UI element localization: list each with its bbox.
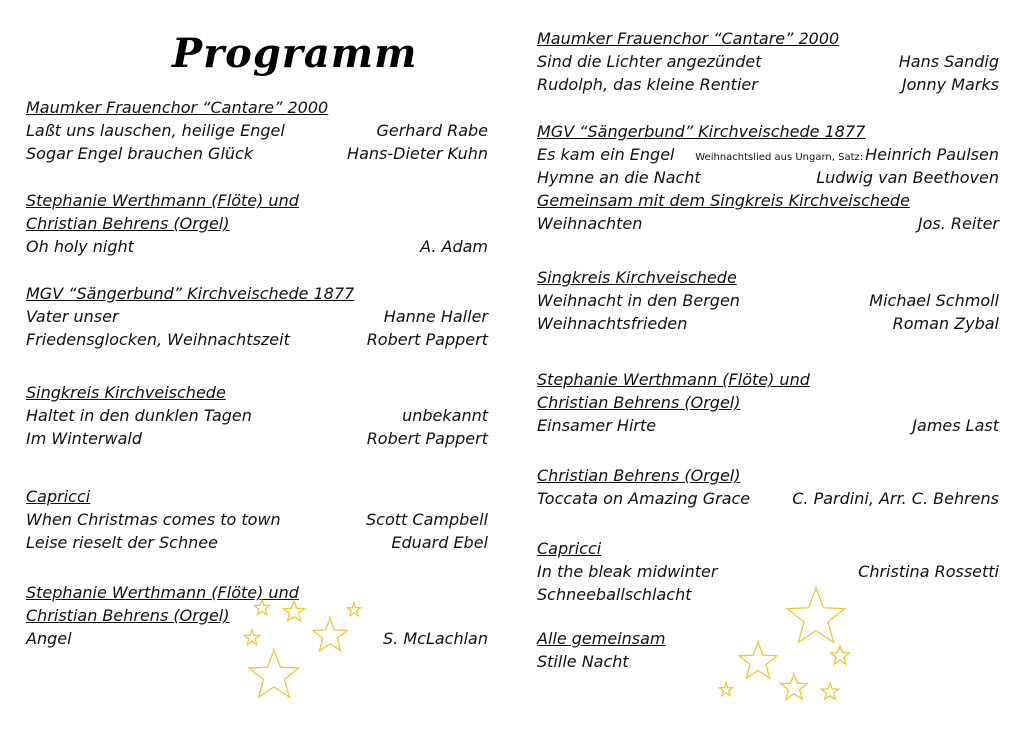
performer-heading: Gemeinsam mit dem Singkreis Kirchveischede bbox=[537, 191, 910, 210]
composer-name: Michael Schmoll bbox=[869, 291, 999, 310]
program-item bbox=[26, 508, 488, 531]
program-item bbox=[26, 404, 488, 427]
song-title: Es kam ein Engel bbox=[537, 145, 675, 164]
program-item bbox=[26, 305, 488, 328]
performer-heading: MGV “Sängerbund” Kirchveischede 1877 bbox=[26, 284, 355, 303]
composer bbox=[384, 305, 488, 328]
song-title: Rudolph, das kleine Rentier bbox=[537, 75, 758, 94]
performer-heading: Capricci bbox=[26, 487, 91, 506]
program-section bbox=[26, 381, 488, 450]
performer-heading: Stephanie Werthmann (Flöte) und bbox=[537, 370, 810, 389]
program-section bbox=[537, 27, 999, 96]
song-title: Oh holy night bbox=[26, 237, 134, 256]
composer bbox=[366, 508, 488, 531]
program-section bbox=[537, 464, 999, 510]
program-section bbox=[26, 282, 488, 351]
composer-name: Scott Campbell bbox=[366, 510, 488, 529]
song-title: Weihnachtsfrieden bbox=[537, 314, 688, 333]
performer-heading: Alle gemeinsam bbox=[537, 629, 666, 648]
song-title: In the bleak midwinter bbox=[537, 562, 718, 581]
program-section bbox=[537, 189, 999, 235]
program-section bbox=[26, 189, 488, 258]
performer-heading: Christian Behrens (Orgel) bbox=[537, 466, 741, 485]
program-item bbox=[26, 119, 488, 142]
song-title: Schneeballschlacht bbox=[537, 585, 692, 604]
performer-heading: Christian Behrens (Orgel) bbox=[537, 393, 741, 412]
program-item bbox=[537, 143, 999, 166]
performer-heading: Maumker Frauenchor “Cantare” 2000 bbox=[26, 98, 329, 117]
program-section bbox=[537, 266, 999, 335]
star-icon bbox=[244, 630, 259, 645]
composer bbox=[367, 328, 488, 351]
composer bbox=[918, 212, 999, 235]
song-title: Weihnacht in den Bergen bbox=[537, 291, 740, 310]
performer-heading: MGV “Sängerbund” Kirchveischede 1877 bbox=[537, 122, 866, 141]
composer-name: S. McLachlan bbox=[383, 629, 488, 648]
song-title: Vater unser bbox=[26, 307, 119, 326]
song-title: Stille Nacht bbox=[537, 652, 629, 671]
program-column-left bbox=[26, 96, 488, 650]
composer-name: unbekannt bbox=[402, 406, 488, 425]
composer bbox=[420, 235, 488, 258]
composer-name: Roman Zybal bbox=[892, 314, 999, 333]
song-title: Laßt uns lauschen, heilige Engel bbox=[26, 121, 285, 140]
program-section bbox=[26, 485, 488, 554]
star-icon bbox=[284, 601, 305, 621]
performer-heading: Maumker Frauenchor “Cantare” 2000 bbox=[537, 29, 840, 48]
star-icon bbox=[313, 618, 347, 651]
stars-icon bbox=[712, 580, 862, 705]
song-title: Einsamer Hirte bbox=[537, 416, 657, 435]
composer-name: Robert Pappert bbox=[366, 330, 488, 349]
composer-name: Gerhard Rabe bbox=[376, 121, 488, 140]
program-item bbox=[537, 487, 999, 510]
program-item bbox=[537, 414, 999, 437]
program-column-right bbox=[537, 27, 999, 673]
star-icon bbox=[781, 674, 808, 699]
song-title: Sogar Engel brauchen Glück bbox=[26, 144, 254, 163]
composer-name: Hanne Haller bbox=[383, 307, 488, 326]
program-section bbox=[537, 368, 999, 437]
program-item bbox=[26, 427, 488, 450]
program-item bbox=[537, 73, 999, 96]
performer-heading: Capricci bbox=[537, 539, 602, 558]
program-item bbox=[537, 166, 999, 189]
page-title: Programm bbox=[172, 30, 418, 77]
composer-name: Robert Pappert bbox=[366, 429, 488, 448]
star-icon bbox=[831, 646, 850, 664]
composer bbox=[858, 560, 999, 583]
composer-name: Hans-Dieter Kuhn bbox=[347, 144, 488, 163]
program-item bbox=[537, 212, 999, 235]
composer-note: Weihnachtslied aus Ungarn, Satz: bbox=[695, 152, 864, 163]
composer bbox=[367, 427, 488, 450]
song-title: When Christmas comes to town bbox=[26, 510, 281, 529]
composer-name: James Last bbox=[912, 416, 999, 435]
star-cluster-right bbox=[712, 580, 862, 705]
star-icon bbox=[254, 600, 269, 615]
program-item bbox=[537, 312, 999, 335]
program-item bbox=[26, 235, 488, 258]
composer bbox=[402, 404, 488, 427]
star-icon bbox=[788, 588, 845, 642]
performer-heading: Stephanie Werthmann (Flöte) und bbox=[26, 583, 299, 602]
star-icon bbox=[821, 683, 838, 699]
star-cluster-left bbox=[236, 596, 376, 711]
composer bbox=[376, 119, 488, 142]
star-icon bbox=[249, 650, 298, 697]
song-title: Toccata on Amazing Grace bbox=[537, 489, 751, 508]
song-title: Im Winterwald bbox=[26, 429, 142, 448]
composer-name: Jonny Marks bbox=[901, 75, 999, 94]
star-icon bbox=[739, 642, 777, 678]
star-icon bbox=[719, 683, 732, 696]
song-title: Hymne an die Nacht bbox=[537, 168, 701, 187]
composer bbox=[383, 627, 488, 650]
composer bbox=[893, 312, 999, 335]
composer-name: Christina Rossetti bbox=[858, 562, 999, 581]
composer bbox=[902, 73, 999, 96]
composer bbox=[347, 142, 488, 165]
program-item bbox=[26, 328, 488, 351]
composer bbox=[391, 531, 488, 554]
program-item bbox=[537, 289, 999, 312]
composer bbox=[792, 487, 999, 510]
composer-name: Jos. Reiter bbox=[917, 214, 999, 233]
program-item bbox=[26, 142, 488, 165]
song-title: Friedensglocken, Weihnachtszeit bbox=[26, 330, 290, 349]
song-title: Sind die Lichter angezündet bbox=[537, 52, 762, 71]
composer-name: Ludwig van Beethoven bbox=[816, 168, 999, 187]
song-title: Leise rieselt der Schnee bbox=[26, 533, 218, 552]
program-section bbox=[26, 96, 488, 165]
composer-name: C. Pardini, Arr. C. Behrens bbox=[792, 489, 999, 508]
performer-heading: Singkreis Kirchveischede bbox=[26, 383, 226, 402]
song-title: Haltet in den dunklen Tagen bbox=[26, 406, 252, 425]
composer-name: Hans Sandig bbox=[898, 52, 999, 71]
composer-name: A. Adam bbox=[420, 237, 488, 256]
star-icon bbox=[347, 603, 360, 616]
performer-heading: Christian Behrens (Orgel) bbox=[26, 606, 230, 625]
composer bbox=[816, 166, 999, 189]
composer-name: Heinrich Paulsen bbox=[865, 145, 999, 164]
composer-name: Eduard Ebel bbox=[391, 533, 488, 552]
song-title: Angel bbox=[26, 629, 72, 648]
composer bbox=[869, 289, 999, 312]
song-title: Weihnachten bbox=[537, 214, 643, 233]
performer-heading: Christian Behrens (Orgel) bbox=[26, 214, 230, 233]
composer bbox=[899, 50, 999, 73]
program-item bbox=[26, 531, 488, 554]
program-section bbox=[537, 120, 999, 189]
performer-heading: Singkreis Kirchveischede bbox=[537, 268, 737, 287]
program-item bbox=[537, 50, 999, 73]
performer-heading: Stephanie Werthmann (Flöte) und bbox=[26, 191, 299, 210]
composer bbox=[912, 414, 999, 437]
stars-icon bbox=[236, 596, 376, 711]
